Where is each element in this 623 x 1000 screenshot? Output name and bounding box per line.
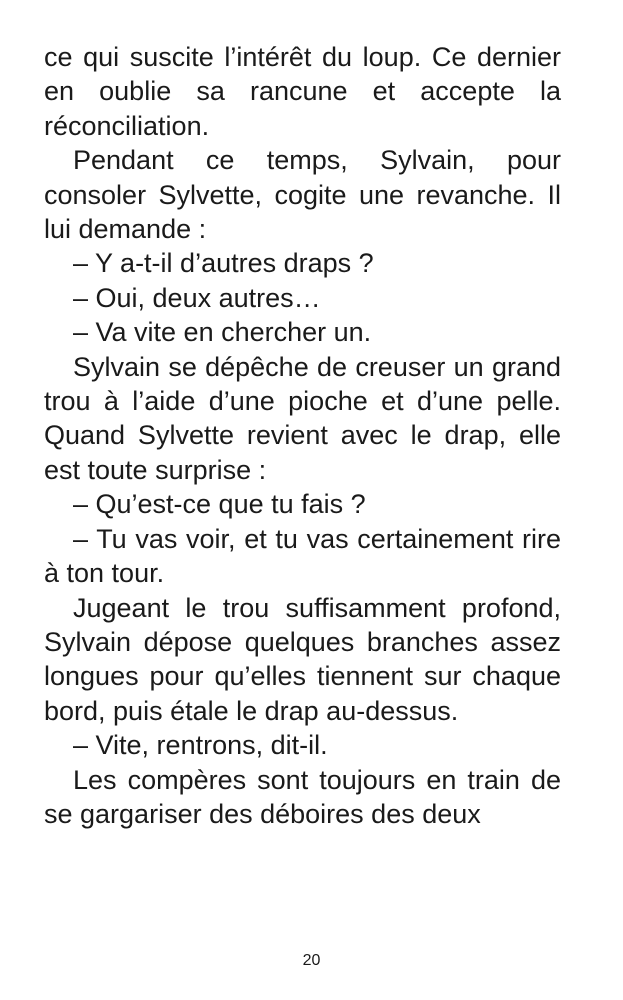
paragraph-1: ce qui suscite l’intérêt du loup. Ce dernier en oublie sa rancune et accepte la réconciliation. [44,42,561,141]
dialogue-line-2: – Oui, deux autres… [73,282,321,313]
dialogue-line-5: – Tu vas voir, et tu vas certainement rire à ton tour. [44,523,561,589]
paragraph-2: Pendant ce temps, Sylvain, pour consoler Sylvette, cogite une revanche. Il lui demande : [44,145,561,245]
dialogue-line-6: – Vite, rentrons, dit-il. [73,730,328,761]
paragraph-3: Sylvain se dépêche de creuser un grand trou à l’aide d’une pioche et d’une pelle. Quand Sylvette revient avec le drap, elle est toute surprise : [44,351,561,485]
body-text [44,40,561,831]
dialogue-line-1: – Y a-t-il d’autres draps ? [73,248,374,279]
paragraph-5: Les compères sont toujours en train de se gargariser des déboires des deux [44,764,561,829]
paragraph-4: Jugeant le trou suffisamment profond, Sylvain dépose quelques branches assez longues pour qu’elles tiennent sur chaque bord, puis étale le drap au-dessus. [44,592,561,726]
dialogue-line-4: – Qu’est-ce que tu fais ? [73,489,366,520]
page-number: 20 [302,952,321,969]
dialogue-line-3: – Va vite en chercher un. [73,317,372,348]
